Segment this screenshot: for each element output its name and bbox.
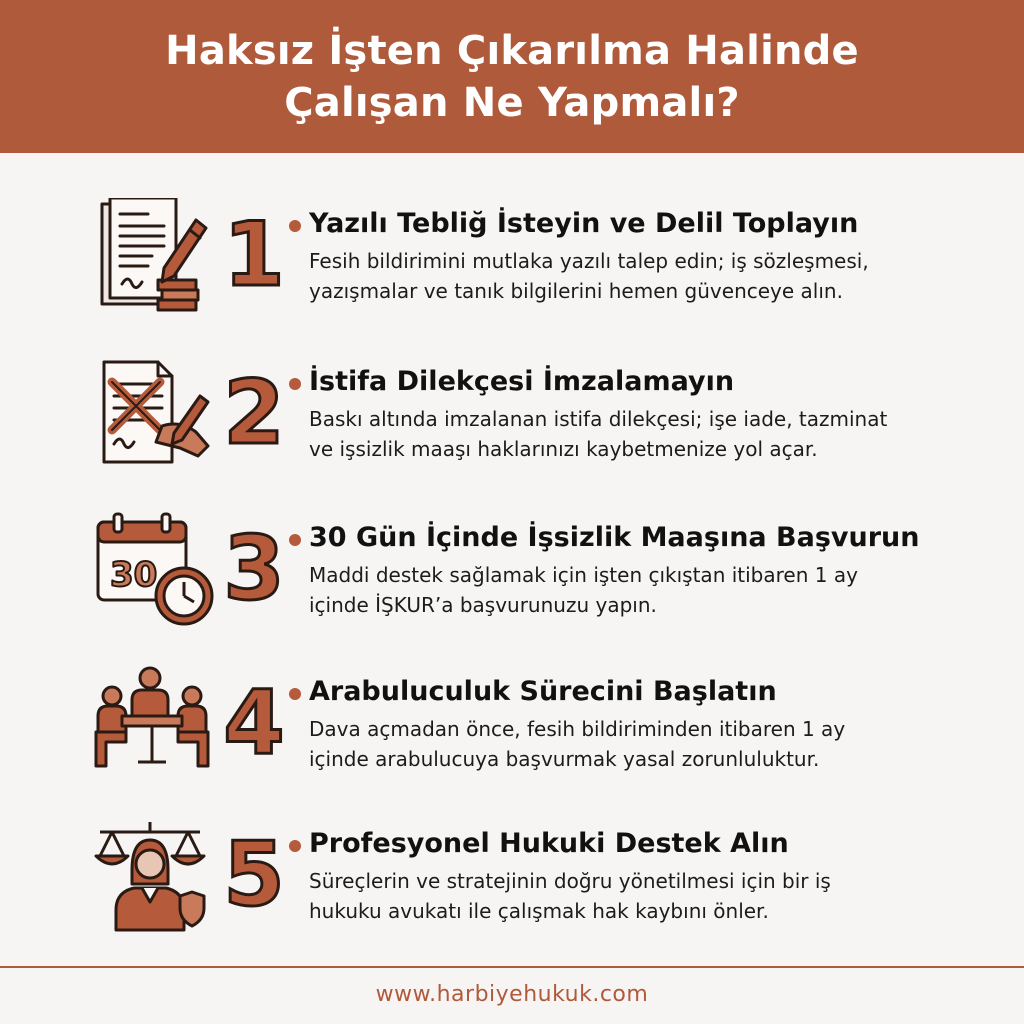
footer-divider (0, 966, 1024, 968)
bullet-dot (289, 534, 301, 546)
step-3 (0, 512, 1024, 652)
calendar-day-label: 30 (110, 555, 158, 595)
bullet-dot (289, 378, 301, 390)
page-title-line-2: Çalışan Ne Yapmalı? (284, 79, 740, 126)
step-4 (0, 666, 1024, 806)
step-number: 5 (223, 823, 285, 926)
description-line: Dava açmadan önce, fesih bildiriminden itibaren 1 ay (309, 717, 846, 741)
description-line: Süreçlerin ve stratejinin doğru yönetilmesi için bir iş (309, 869, 831, 893)
step-description (309, 714, 999, 774)
header-banner (0, 0, 1024, 153)
description-line: hukuku avukatı ile çalışmak hak kaybını önler. (309, 899, 769, 923)
step-description (309, 560, 999, 620)
step-number: 4 (223, 671, 285, 774)
step-number: 3 (223, 517, 285, 620)
step-5 (0, 818, 1024, 958)
step-title: Profesyonel Hukuki Destek Alın (309, 828, 789, 859)
calendar-clock-icon (92, 512, 218, 630)
step-description (309, 404, 999, 464)
step-1 (0, 198, 1024, 338)
step-number: 2 (223, 361, 285, 464)
description-line: içinde İŞKUR’a başvurunuzu yapın. (309, 593, 657, 617)
description-line: Baskı altında imzalanan istifa dilekçesi; işe iade, tazminat (309, 407, 888, 431)
step-description (309, 866, 999, 926)
description-line: yazışmalar ve tanık bilgilerini hemen güvenceye alın. (309, 279, 843, 303)
bullet-dot (289, 220, 301, 232)
step-2 (0, 356, 1024, 496)
step-title: İstifa Dilekçesi İmzalamayın (309, 366, 735, 397)
step-number: 1 (223, 203, 285, 306)
step-description (309, 246, 999, 306)
website-link[interactable]: www.harbiyehukuk.com (375, 982, 649, 1007)
mediation-meeting-icon (92, 666, 218, 784)
document-pen-icon (92, 198, 218, 316)
crossed-document-signing-icon (92, 356, 218, 474)
step-title: Arabuluculuk Sürecini Başlatın (309, 676, 777, 707)
page-title-line-1: Haksız İşten Çıkarılma Halinde (165, 27, 859, 74)
step-title: 30 Gün İçinde İşsizlik Maaşına Başvurun (309, 522, 920, 553)
description-line: Maddi destek sağlamak için işten çıkıştan itibaren 1 ay (309, 563, 858, 587)
bullet-dot (289, 840, 301, 852)
description-line: Fesih bildirimini mutlaka yazılı talep edin; iş sözleşmesi, (309, 249, 869, 273)
step-title: Yazılı Tebliğ İsteyin ve Delil Toplayın (309, 208, 859, 239)
lawyer-scales-icon (92, 818, 218, 936)
bullet-dot (289, 688, 301, 700)
description-line: içinde arabulucuya başvurmak yasal zorunluluktur. (309, 747, 820, 771)
description-line: ve işsizlik maaşı haklarınızı kaybetmenize yol açar. (309, 437, 818, 461)
